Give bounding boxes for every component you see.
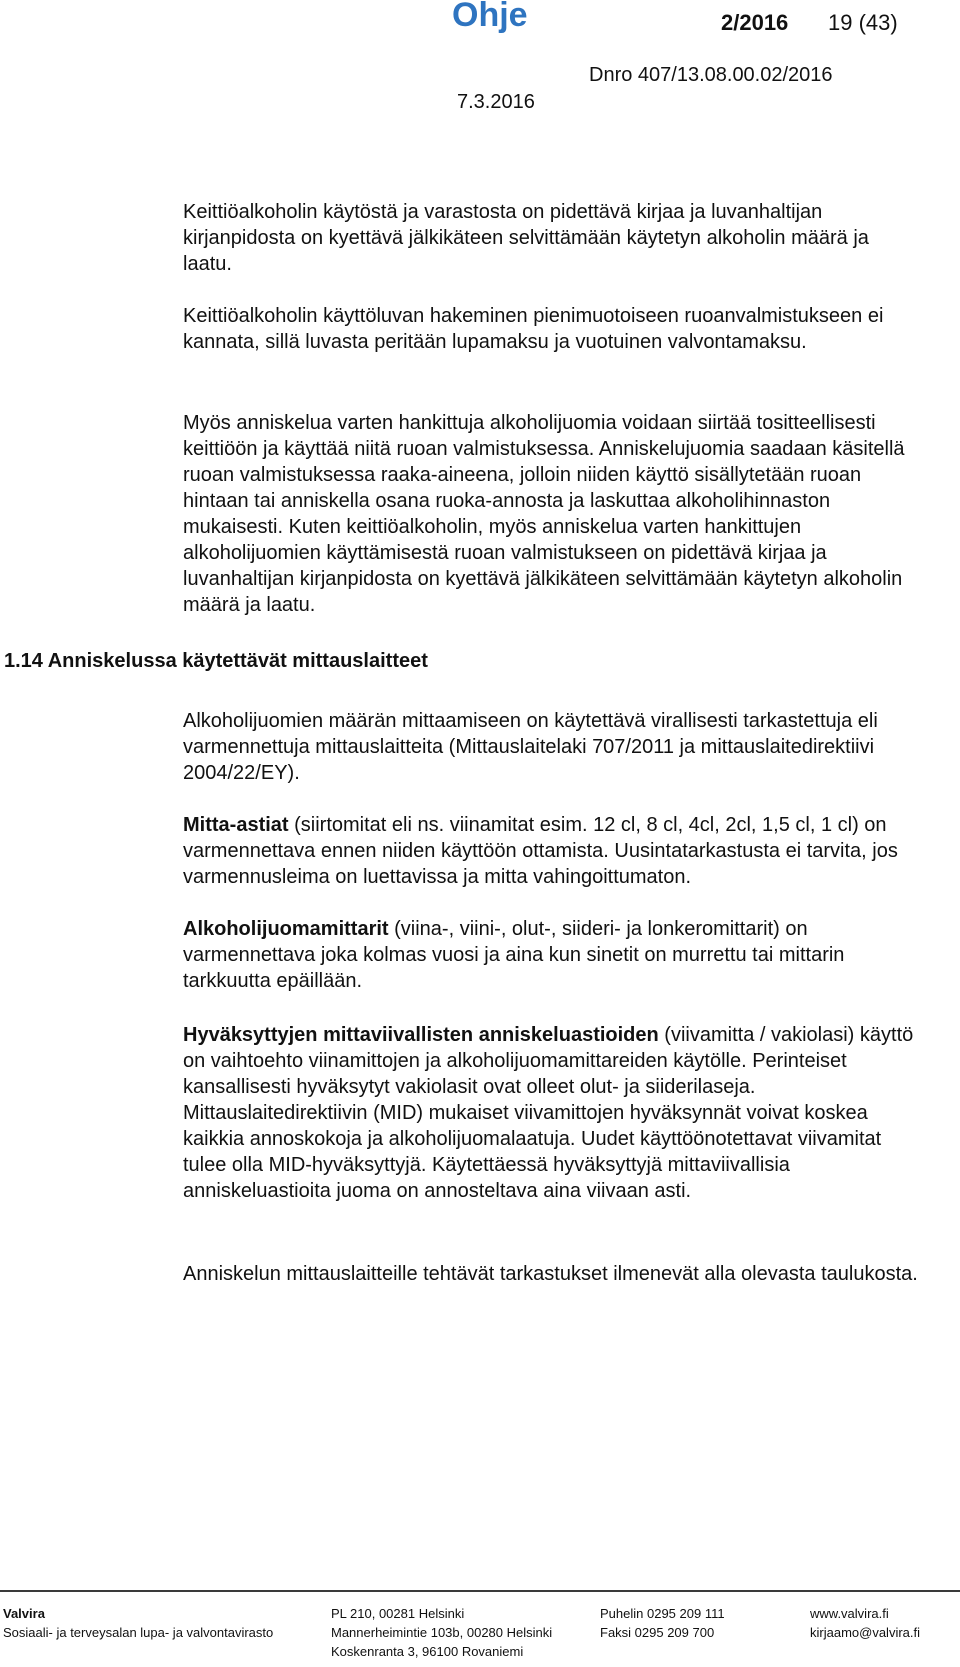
page-footer bbox=[0, 1590, 960, 1667]
document-type-title: Ohje bbox=[452, 0, 528, 34]
footer-contacts bbox=[810, 1604, 920, 1642]
footer-address-2: Mannerheimintie 103b, 00280 Helsinki bbox=[331, 1625, 553, 1640]
paragraph-text: (siirtomitat eli ns. viinamitat esim. 12 cl, 8 cl, 4cl, 2cl, 1,5 cl, 1 cl) on varmennettava ennen niiden käyttöön ottamista. Uusintatarkastusta ei tarvita, jos varmennusleima on luettavissa ja mitta vahingoittumaton. bbox=[183, 814, 898, 888]
term-measuring-vessels: Mitta-astiat bbox=[183, 814, 289, 836]
footer-email-link[interactable]: kirjaamo@valvira.fi bbox=[810, 1625, 920, 1640]
footer-phone: Puhelin 0295 209 111 bbox=[600, 1606, 725, 1621]
term-marked-glasses: Hyväksyttyjen mittaviivallisten anniskeluastioiden bbox=[183, 1024, 659, 1046]
footer-org-name: Valvira bbox=[3, 1606, 45, 1621]
paragraph-marked-glasses bbox=[183, 1022, 923, 1204]
paragraph-kitchen-alcohol-license: Keittiöalkoholin käyttöluvan hakeminen pienimuotoiseen ruoanvalmistukseen ei kannata, sillä luvasta peritään lupamaksu ja vuotuinen valvontamaksu. bbox=[183, 305, 884, 353]
term-alcohol-meters: Alkoholijuomamittarit bbox=[183, 918, 389, 940]
footer-address-3: Koskenranta 3, 96100 Rovaniemi bbox=[331, 1644, 524, 1659]
section-heading: 1.14 Anniskelussa käytettävät mittauslaitteet bbox=[4, 650, 428, 672]
paragraph-serving-alcohol-in-kitchen: Myös anniskelua varten hankittuja alkoholijuomia voidaan siirtää tositteellisesti keittiöön ja käyttää niitä ruoan valmistuksessa. Anniskelujuomia saadaan käsitellä ruoan valmistuksessa raaka-aineena, jolloin niiden käyttö sisällytetään ruoan hintaan tai anniskella osana ruoka-annosta ja laskuttaa alkoholihinnaston mukaisesti. Kuten keittiöalkoholin, myös anniskelua varten hankittujen alkoholijuomien käyttämisestä ruoan valmistukseen on pidettävä kirjaa ja luvanhaltijan kirjanpidosta on kyettävä jälkikäteen selvittämään käytetyn alkoholin määrä ja laatu. bbox=[183, 412, 905, 616]
paragraph-kitchen-alcohol-records: Keittiöalkoholin käytöstä ja varastosta on pidettävä kirjaa ja luvanhaltijan kirjanpidosta on kyettävä jälkikäteen selvittämään käytetyn alkoholin määrä ja laatu. bbox=[183, 201, 869, 275]
footer-organization bbox=[3, 1604, 273, 1642]
footer-website-link[interactable]: www.valvira.fi bbox=[810, 1606, 889, 1621]
page-number: 19 (43) bbox=[828, 10, 898, 35]
footer-address-1: PL 210, 00281 Helsinki bbox=[331, 1606, 465, 1621]
paragraph-measuring-vessels bbox=[183, 812, 923, 890]
document-number: 2/2016 bbox=[721, 10, 789, 35]
footer-addresses bbox=[331, 1604, 552, 1661]
paragraph-text: (viivamitta / vakiolasi) käyttö on vaihtoehto viinamittojen ja alkoholijuomamittareiden käytölle. Perinteiset kansallisesti hyväksytyt vakiolasit ovat olleet olut- ja siiderilaseja. Mittauslaitedirektiivin (MID) mukaiset viivamittojen hyväksynnät voivat koskea kaikkia annoskokoja ja alkoholijuomalaatuja. Uudet käyttöönotettavat viivamitat tulee olla MID-hyväksyttyjä. Käytettäessä hyväksyttyjä mittaviivallisia anniskeluastioita juoma on annosteltava aina viivaan asti. bbox=[183, 1024, 914, 1202]
footer-fax: Faksi 0295 209 700 bbox=[600, 1625, 715, 1640]
document-date: 7.3.2016 bbox=[457, 91, 535, 113]
footer-org-full-name: Sosiaali- ja terveysalan lupa- ja valvontavirasto bbox=[3, 1625, 274, 1640]
paragraph-alcohol-meters bbox=[183, 916, 923, 994]
registry-number: Dnro 407/13.08.00.02/2016 bbox=[589, 64, 833, 86]
paragraph-text: (viina-, viini-, olut-, siideri- ja lonkeromittarit) on varmennettava joka kolmas vuosi ja aina kun sinetit on murrettu tai mittarin tarkkuutta epäillään. bbox=[183, 918, 845, 992]
paragraph-inspection-table-intro: Anniskelun mittauslaitteille tehtävät tarkastukset ilmenevät alla olevasta taulukosta. bbox=[183, 1263, 918, 1285]
paragraph-measuring-devices: Alkoholijuomien määrän mittaamiseen on käytettävä virallisesti tarkastettuja eli varmennettuja mittauslaitteita (Mittauslaitelaki 707/2011 ja mittauslaitedirektiivi 2004/22/EY). bbox=[183, 710, 878, 784]
footer-phone-numbers bbox=[600, 1604, 725, 1642]
footer-divider bbox=[0, 1590, 960, 1592]
